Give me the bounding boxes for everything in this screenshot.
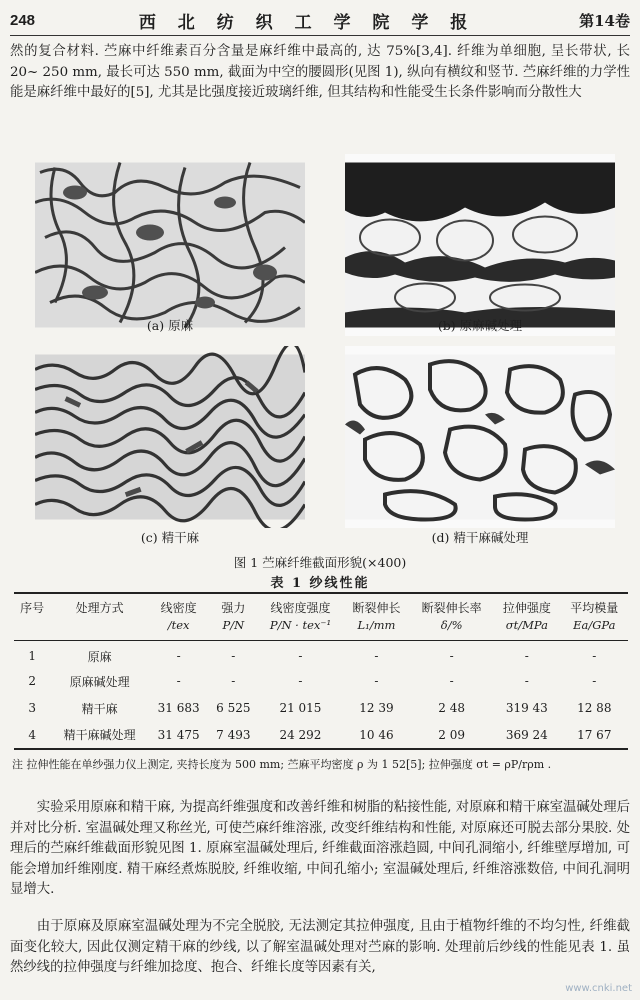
table-cell: 10 46 [343, 722, 410, 749]
column-unit [14, 617, 50, 641]
body-paragraph: 实验采用原麻和精干麻, 为提高纤维强度和改善纤维和树脂的粘接性能, 对原麻和精干麻室温碱处理后并对比分析. 室温碱处理又称丝光, 可使苎麻纤维溶涨, 改变纤维结构和性能, 对原麻还可脱去部分果胶. 处理后的苎麻纤维截面形貌见图 1. 原麻室温碱处理后, 纤维截面溶涨趋圆, 中间孔洞缩小, 纤维壁厚增加, 可能会增加纤维刚度. 精干麻经煮炼脱胶, 纤维收缩, 中间孔缩小; 室温碱处理后, 纤维溶涨数倍, 中间孔洞明显增大. [10, 800, 630, 897]
table-cell: - [231, 649, 236, 664]
micrograph-degummed-ramie-alkali [345, 346, 615, 528]
table-cell: 1 [28, 649, 36, 664]
table-cell: 2 09 [410, 722, 493, 749]
table-cell: 17 67 [561, 722, 628, 749]
table-cell: 3 [28, 701, 36, 715]
column-unit [50, 617, 149, 641]
column-header: 平均模量 [570, 601, 619, 615]
table-cell: 24 292 [258, 722, 343, 749]
table-cell: 精干麻 [81, 701, 118, 716]
table-cell: 原麻 [87, 649, 112, 664]
figure-label-c: (c) 精干麻 [140, 530, 200, 545]
table-cell: 31 475 [149, 722, 209, 749]
table-cell: 12 88 [577, 701, 612, 715]
table-cell: - [524, 674, 529, 688]
table-cell: 12 39 [359, 701, 394, 715]
column-unit: δ/% [410, 617, 493, 641]
column-header: 处理方式 [75, 601, 124, 615]
table-row [14, 668, 628, 695]
micrograph-raw-ramie [35, 154, 305, 336]
table-row [14, 695, 628, 722]
intro-paragraph: 然的复合材料. 苎麻中纤维素百分含量是麻纤维中最高的, 达 75%[3,4]. 纤维为单细胞, 呈长带状, 长 20~ 250 mm, 最长可达 550 mm, 截面为中空的腰圆形(见图 1), 纵向有横纹和竖节. 苎麻纤维的力学性能是麻纤维中最好的[5], 尤其是比强度接近玻璃纤维, 但其结构和性能受生长条件影响而分散性大 [10, 44, 630, 100]
column-header: 拉伸强度 [502, 601, 551, 615]
figure-label-d: (d) 精干麻碱处理 [431, 530, 529, 545]
column-unit: σt/MPa [493, 617, 560, 641]
column-unit: P/N [208, 617, 258, 641]
figure-1 [10, 148, 630, 568]
table-cell: - [374, 649, 379, 664]
table-cell: 原麻碱处理 [69, 674, 130, 689]
table-cell: - [298, 674, 303, 688]
journal-title: 西 北 纺 织 工 学 院 学 报 [138, 13, 476, 33]
micrograph-raw-ramie-alkali [345, 154, 615, 336]
column-unit: Ea/GPa [561, 617, 628, 641]
page-number: 248 [10, 12, 36, 29]
micrograph-b-image [345, 154, 615, 336]
table-cell: 7 493 [208, 722, 258, 749]
micrograph-a-image [35, 154, 305, 336]
table-cell: 精干麻碱处理 [50, 722, 149, 749]
micrograph-d-image [345, 346, 615, 528]
table-cell: 6 525 [216, 701, 251, 715]
table-cell: 2 48 [438, 701, 465, 715]
table-cell: - [592, 674, 597, 688]
body-paragraph: 由于原麻及原麻室温碱处理为不完全脱胶, 无法测定其拉伸强度, 且由于植物纤维的不均匀性, 纤维截面变化较大, 因此仅测定精干麻的纱线, 以了解室温碱处理对苎麻的影响. 处理前后纱线的性能见表 1. 虽然纱线的拉伸强度与纤维加捻度、抱合、纤维长度等因素有关, [10, 919, 630, 975]
watermark-text: www.cnki.net [565, 983, 632, 994]
page-header [10, 6, 630, 36]
volume-label: 第14卷 [579, 12, 630, 30]
table-row [14, 641, 628, 668]
table-cell: - [449, 674, 454, 688]
table-cell: 31 683 [157, 701, 200, 715]
table-cell: - [449, 649, 454, 664]
table-header-row [14, 593, 628, 617]
table-note: 注 拉伸性能在单纱强力仪上测定, 夹持长度为 500 mm; 苎麻平均密度 ρ 为 1 52[5]; 拉伸强度 σt = ρP/rρm . [12, 758, 552, 771]
table-row [14, 722, 628, 749]
column-header: 强力 [221, 601, 246, 615]
table-units-row [14, 617, 628, 641]
table-cell: 319 43 [505, 701, 548, 715]
table-cell: - [524, 649, 529, 664]
yarn-properties-table [14, 592, 628, 750]
column-header: 断裂伸长率 [421, 601, 482, 615]
column-unit: /tex [149, 617, 209, 641]
column-unit: L₁/mm [343, 617, 410, 641]
table-cell: - [176, 649, 181, 664]
table-cell: - [231, 674, 236, 688]
column-unit: P/N · tex⁻¹ [258, 617, 343, 641]
figure-label-b: (b) 原麻碱处理 [437, 318, 523, 333]
figure-label-a: (a) 原麻 [146, 318, 194, 333]
table-cell: - [176, 674, 181, 688]
table-cell: - [298, 649, 303, 664]
column-header: 断裂伸长 [352, 601, 401, 615]
table-caption: 表 1 纱线性能 [270, 576, 370, 591]
table-cell: 4 [14, 722, 50, 749]
table-cell: - [374, 674, 379, 688]
column-header: 序号 [20, 601, 45, 615]
table-cell: 2 [28, 674, 36, 688]
table-cell: - [592, 649, 597, 664]
figure-caption: 图 1 苎麻纤维截面形貌(×400) [233, 555, 407, 570]
table-cell: 369 24 [493, 722, 560, 749]
table-cell: 21 015 [279, 701, 322, 715]
column-header: 线密度 [160, 601, 197, 615]
column-header: 线密度强度 [270, 601, 331, 615]
micrograph-degummed-ramie [35, 346, 305, 528]
micrograph-c-image [35, 346, 305, 528]
